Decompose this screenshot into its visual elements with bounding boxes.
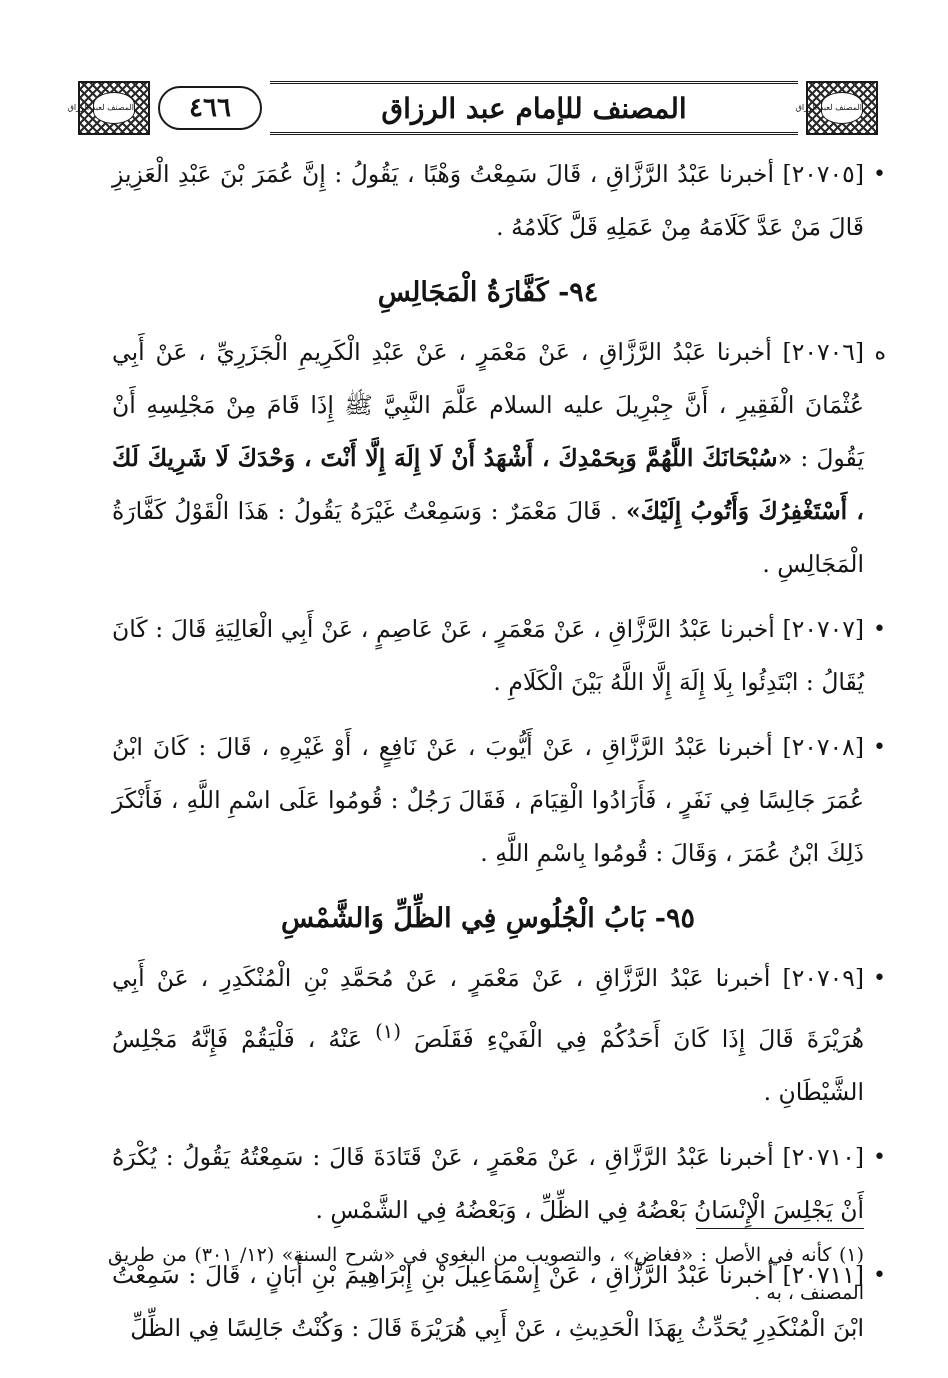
- section-heading: ٩٥- بَابُ الْجُلُوسِ فِي الظِّلِّ وَالشَّمْسِ: [280, 903, 695, 934]
- bullet-marker: •: [873, 735, 886, 760]
- left-ornament-seal: [67, 81, 150, 135]
- hadith-entry: [112, 326, 886, 591]
- hadith-entry: [112, 952, 886, 1119]
- hadith-entry: [112, 1131, 886, 1237]
- hadith-text: أخبرنا عَبْدُ الرَّزَّاقِ ، عَنْ مَعْمَرٍ ، عَنْ قَتَادَةَ قَالَ : سَمِعْتُهُ يَقُولُ : يُكْرَهُ أَنْ يَجْلِسَ الْإِنْسَانُ بَعْضُهُ فِي الظِّلِّ ، وَبَعْضُهُ فِي الشَّمْسِ .: [112, 1142, 864, 1224]
- seal-emblem: المصنف لعبد الرزاق: [821, 92, 863, 124]
- page-header: [67, 78, 878, 138]
- supplication-quote: «سُبْحَانَكَ اللَّهُمَّ وَبِحَمْدِكَ ، أَشْهَدُ أَنْ لَا إِلَهَ إِلَّا أَنْتَ ، وَحْدَكَ لَا شَرِيكَ لَكَ ، أَسْتَغْفِرُكَ وَأَتُوبُ إِلَيْكَ»: [112, 444, 864, 525]
- hadith-number: [٢٠٧٠٨]: [782, 733, 864, 761]
- running-title-bar: [270, 81, 798, 135]
- hadith-text: أخبرنا عَبْدُ الرَّزَّاقِ ، عَنْ مَعْمَرٍ ، عَنْ عَبْدِ الْكَرِيمِ الْجَزَرِيِّ ، عَنْ أَبِي عُثْمَانَ الْفَقِيرِ ، أَنَّ جِبْرِيلَ عليه السلام عَلَّمَ النَّبِيَّ ﷺ إِذَا قَامَ مِنْ مَجْلِسِهِ أَنْ يَقُولَ :: [112, 338, 864, 472]
- bullet-marker: •: [873, 617, 886, 642]
- footnote: (١) كأنه في الأصل : «فغاض» ، والتصويب من البغوي في «شرح السنة» (١٢/ ٣٠١) من طريق المصنف ، به .: [108, 1244, 865, 1304]
- hadith-entry: [112, 603, 886, 709]
- hadith-entry: [112, 148, 886, 254]
- hadith-number: [٢٠٧٠٧]: [782, 615, 864, 643]
- hadith-text: عَنْهُ ، فَلْيَقُمْ فَإِنَّهُ مَجْلِسُ الشَّيْطَانِ .: [112, 1024, 864, 1106]
- hadith-text: أخبرنا عَبْدُ الرَّزَّاقِ ، عَنْ أَيُّوبَ ، عَنْ نَافِعٍ ، أَوْ غَيْرِهِ ، قَالَ : كَانَ ابْنُ عُمَرَ جَالِسًا فِي نَفَرٍ ، فَأَرَادُوا الْقِيَامَ ، فَقَالَ رَجُلٌ : قُومُوا عَلَى اسْمِ اللَّهِ ، فَأَنْكَرَ ذَلِكَ ابْنُ عُمَرَ ، وَقَالَ : قُومُوا بِاسْمِ اللَّهِ .: [112, 733, 864, 867]
- running-title: المصنف للإمام عبد الرزاق: [381, 91, 687, 125]
- hadith-text: أخبرنا عَبْدُ الرَّزَّاقِ ، عَنْ إِسْمَاعِيلَ بْنِ إِبْرَاهِيمَ بْنِ أَبَانٍ ، قَالَ : سَمِعْتُ ابْنَ الْمُنْكَدِرِ يُحَدِّثُ بِهَذَا الْحَدِيثِ ، عَنْ أَبِي هُرَيْرَةَ قَالَ : وَكُنْتُ جَالِسًا فِي الظِّلِّ: [112, 1260, 864, 1342]
- hadith-text: أخبرنا عَبْدُ الرَّزَّاقِ ، عَنْ مَعْمَرٍ ، عَنْ مُحَمَّدِ بْنِ الْمُنْكَدِرِ ، عَنْ أَبِي هُرَيْرَةَ قَالَ إِذَا كَانَ أَحَدُكُمْ فِي الْفَيْءِ فَقَلَصَ: [112, 964, 864, 1053]
- seal-emblem: المصنف لعبد الرزاق: [93, 92, 135, 124]
- hadith-text: أخبرنا عَبْدُ الرَّزَّاقِ ، عَنْ مَعْمَرٍ ، عَنْ عَاصِمٍ ، عَنْ أَبِي الْعَالِيَةِ قَالَ : كَانَ يُقَالُ : ابْتَدِئُوا بِلَا إِلَهَ إِلَّا اللَّهُ بَيْنَ الْكَلَامِ .: [112, 615, 864, 696]
- circle-marker: ه: [874, 340, 886, 365]
- hadith-number: [٢٠٧٠٩]: [782, 964, 864, 992]
- bullet-marker: •: [873, 162, 886, 187]
- hadith-number: [٢٠٧٠٦]: [782, 338, 864, 366]
- bullet-marker: •: [873, 966, 886, 991]
- bullet-marker: •: [873, 1144, 886, 1170]
- hadith-number: [٢٠٧١٠]: [782, 1142, 864, 1171]
- hadith-entry: [112, 721, 886, 880]
- footnote-reference[interactable]: (١): [375, 1020, 401, 1043]
- page-number: ٤٦٦: [158, 86, 262, 130]
- right-ornament-seal: [795, 81, 878, 135]
- section-heading: ٩٤- كَفَّارَةُ الْمَجَالِسِ: [377, 277, 599, 308]
- hadith-number: [٢٠٧١١]: [782, 1260, 864, 1289]
- footnote-divider: [696, 1228, 864, 1229]
- bullet-marker: •: [873, 1262, 886, 1288]
- hadith-number: [٢٠٧٠٥]: [782, 160, 864, 188]
- page-body: [112, 148, 886, 1355]
- hadith-text: . قَالَ مَعْمَرٌ : وَسَمِعْتُ غَيْرَهُ يَقُولُ : هَذَا الْقَوْلُ كَفَّارَةُ الْمَجَالِسِ .: [112, 497, 864, 578]
- hadith-text: أخبرنا عَبْدُ الرَّزَّاقِ ، قَالَ سَمِعْتُ وَهْبًا ، يَقُولُ : إِنَّ عُمَرَ بْنَ عَبْدِ الْعَزِيزِ قَالَ مَنْ عَدَّ كَلَامَهُ مِنْ عَمَلِهِ قَلَّ كَلَامُهُ .: [112, 160, 864, 241]
